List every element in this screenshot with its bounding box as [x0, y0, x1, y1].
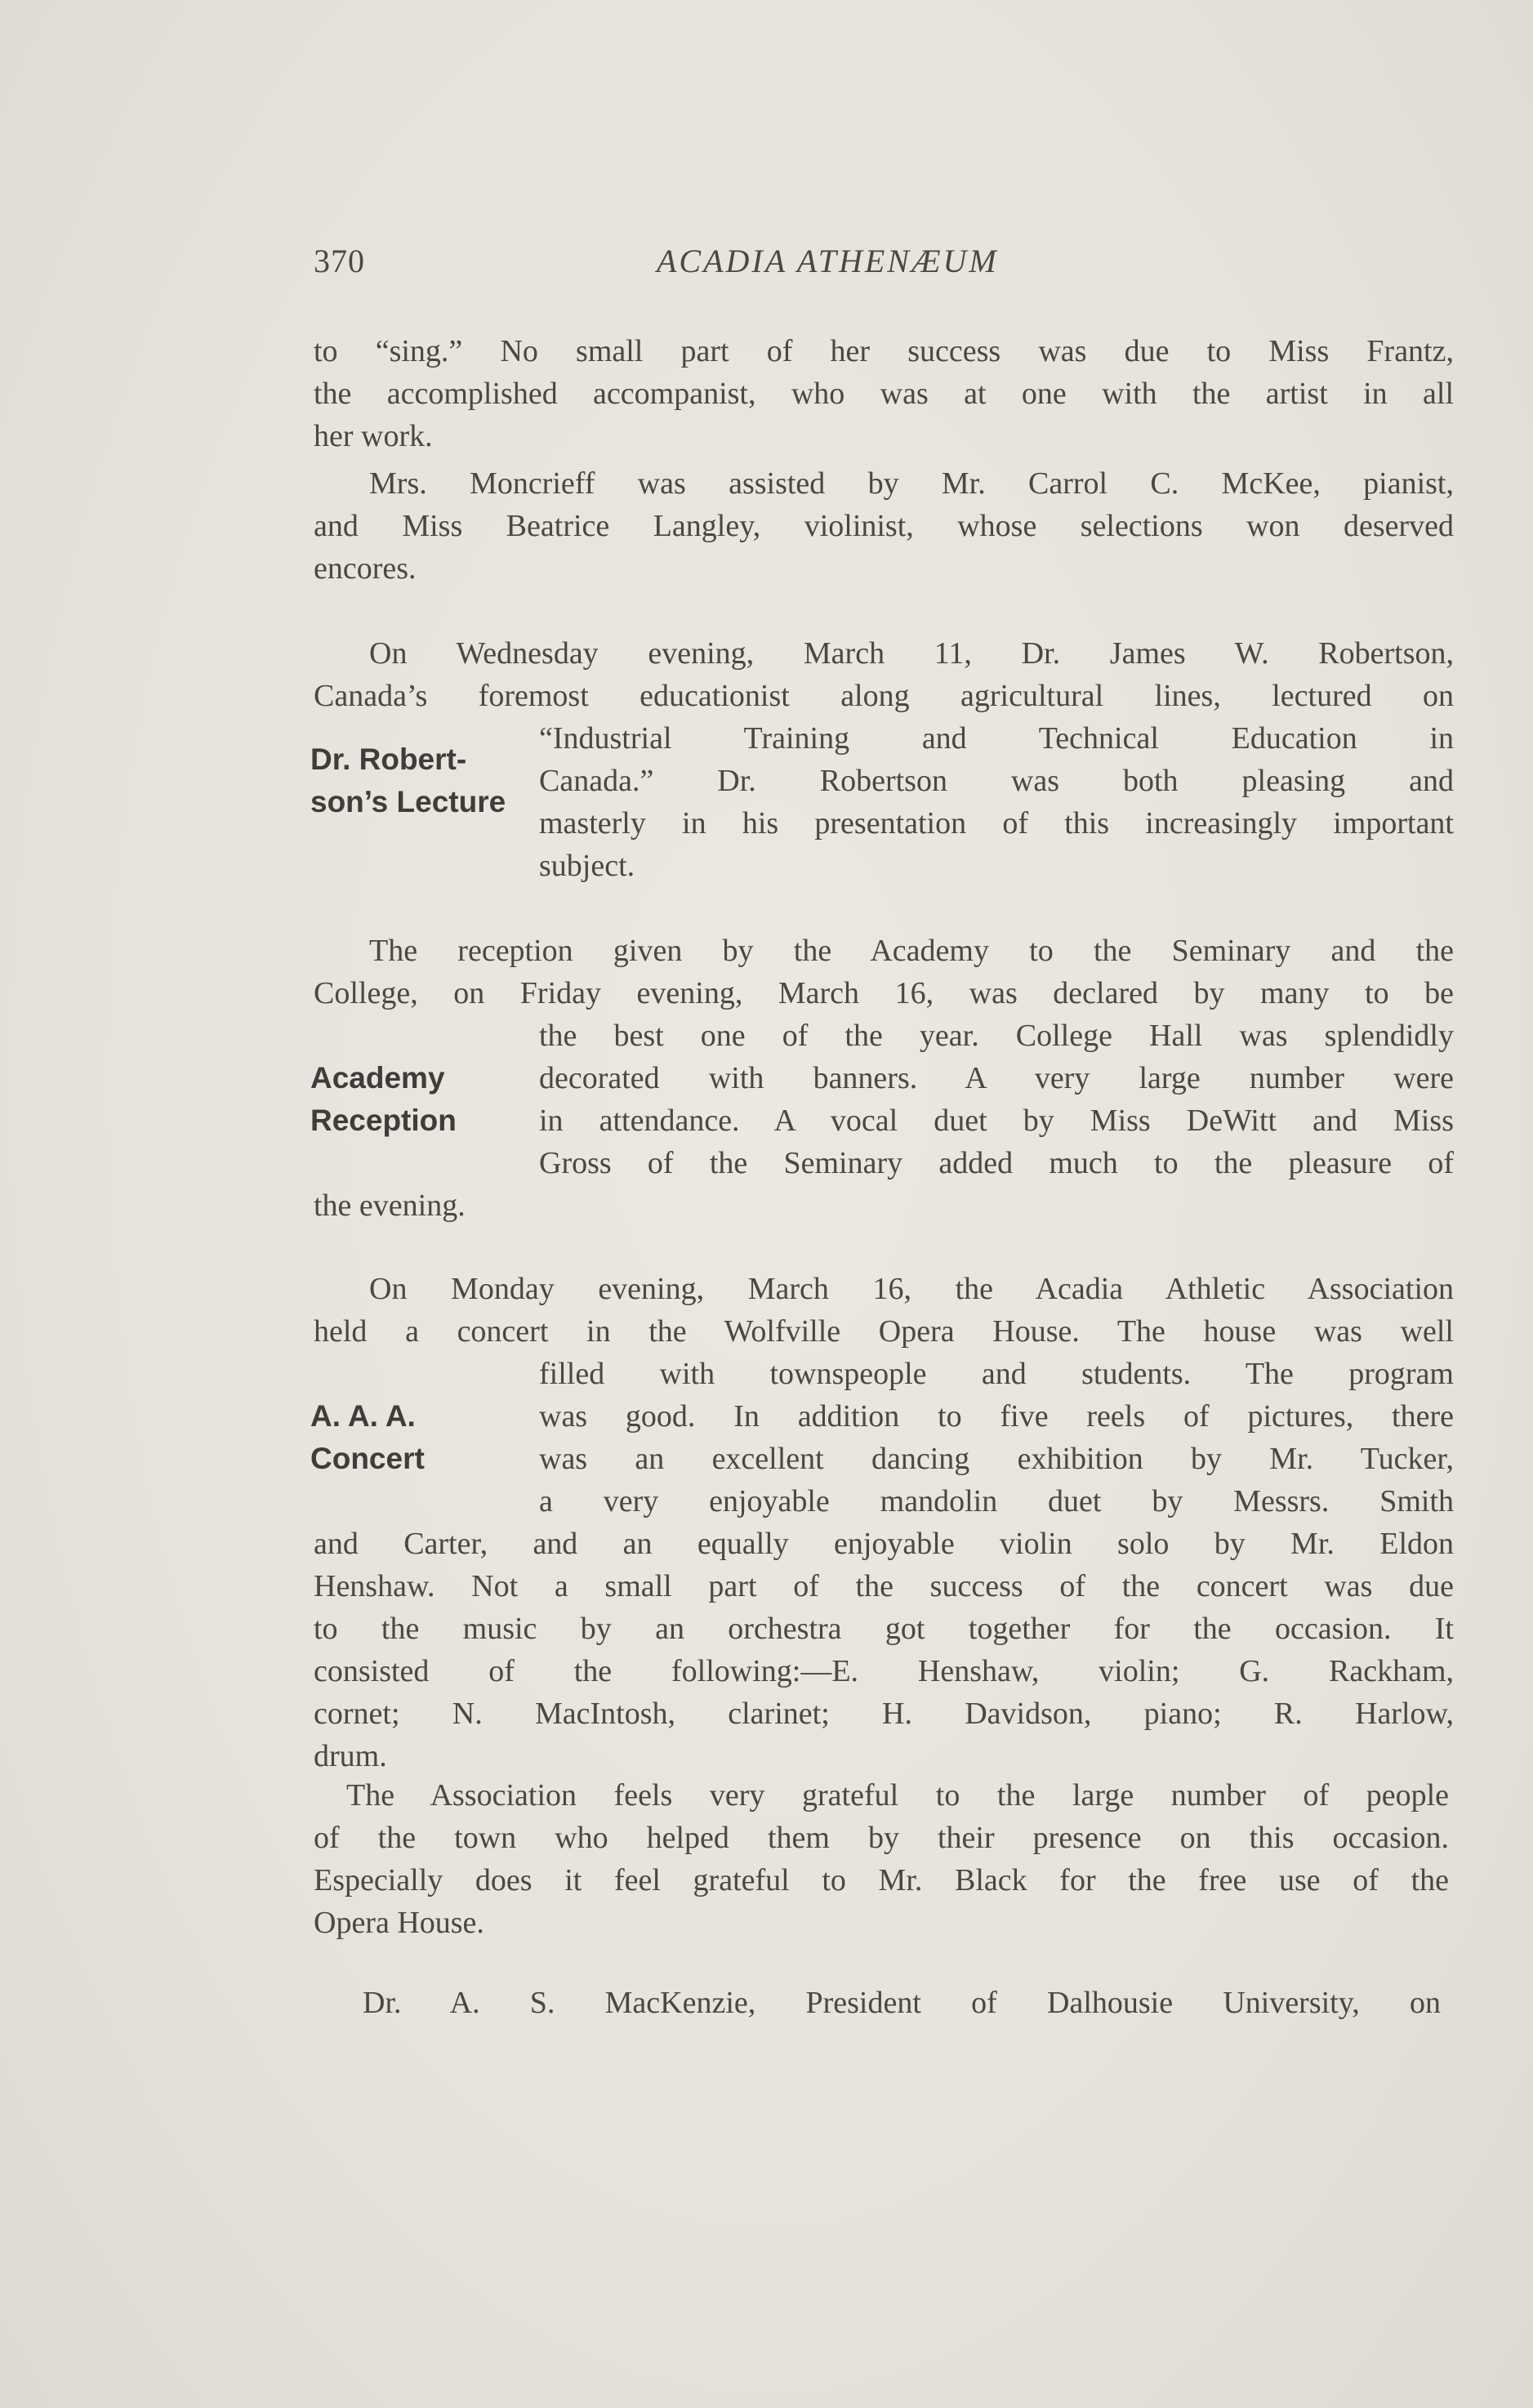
- sidehead-academy-line2: Reception: [310, 1104, 457, 1137]
- text-line: Opera House.: [314, 1906, 484, 1940]
- text-line: and Miss Beatrice Langley, violinist, whose selections won deserved: [314, 509, 1454, 543]
- text-line: decorated with banners. A very large number were: [539, 1061, 1454, 1095]
- text-line: drum.: [314, 1739, 387, 1773]
- text-line: her work.: [314, 419, 433, 453]
- text-line: On Wednesday evening, March 11, Dr. James W. Robertson,: [369, 636, 1454, 671]
- text-line: filled with townspeople and students. The program: [539, 1357, 1454, 1391]
- text-line: subject.: [539, 849, 635, 883]
- text-line: consisted of the following:—E. Henshaw, violin; G. Rackham,: [314, 1654, 1454, 1688]
- text-line: Gross of the Seminary added much to the pleasure of: [539, 1146, 1454, 1180]
- text-line: was good. In addition to five reels of pictures, there: [539, 1399, 1454, 1434]
- page-number: 370: [314, 243, 365, 279]
- text-line: On Monday evening, March 16, the Acadia Athletic Association: [369, 1272, 1454, 1306]
- text-line: to “sing.” No small part of her success was due to Miss Frantz,: [314, 334, 1454, 368]
- text-line: a very enjoyable mandolin duet by Messrs. Smith: [539, 1484, 1454, 1518]
- text-line: Dr. A. S. MacKenzie, President of Dalhousie University, on: [363, 1986, 1441, 2020]
- text-line: the best one of the year. College Hall was splendidly: [539, 1019, 1454, 1053]
- sidehead-robertson-line1: Dr. Robert-: [310, 742, 467, 776]
- sidehead-robertson-line2: son’s Lecture: [310, 785, 506, 818]
- running-title: ACADIA ATHENÆUM: [657, 243, 999, 279]
- text-line: was an excellent dancing exhibition by Mr. Tucker,: [539, 1442, 1454, 1476]
- text-line: The Association feels very grateful to the large number of people: [346, 1778, 1449, 1813]
- sidehead-aaa-line2: Concert: [310, 1442, 425, 1475]
- text-line: Especially does it feel grateful to Mr. Black for the free use of the: [314, 1863, 1449, 1897]
- text-line: held a concert in the Wolfville Opera House. The house was well: [314, 1314, 1454, 1349]
- page-header: [314, 242, 1454, 291]
- text-line: the evening.: [314, 1188, 466, 1223]
- sidehead-aaa-line1: A. A. A.: [310, 1399, 416, 1433]
- text-line: Canada’s foremost educationist along agricultural lines, lectured on: [314, 679, 1454, 713]
- text-line: masterly in his presentation of this increasingly important: [539, 806, 1454, 841]
- text-line: in attendance. A vocal duet by Miss DeWitt and Miss: [539, 1104, 1454, 1138]
- text-line: “Industrial Training and Technical Education in: [539, 721, 1454, 756]
- text-line: encores.: [314, 551, 417, 586]
- text-line: cornet; N. MacIntosh, clarinet; H. Davidson, piano; R. Harlow,: [314, 1697, 1454, 1731]
- text-line: the accomplished accompanist, who was at one with the artist in all: [314, 377, 1454, 411]
- text-line: of the town who helped them by their presence on this occasion.: [314, 1821, 1449, 1855]
- text-line: and Carter, and an equally enjoyable violin solo by Mr. Eldon: [314, 1527, 1454, 1561]
- text-line: Henshaw. Not a small part of the success of the concert was due: [314, 1569, 1454, 1603]
- text-line: to the music by an orchestra got together for the occasion. It: [314, 1612, 1454, 1646]
- text-line: College, on Friday evening, March 16, was declared by many to be: [314, 976, 1454, 1010]
- text-line: Mrs. Moncrieff was assisted by Mr. Carrol C. McKee, pianist,: [369, 466, 1454, 501]
- text-line: The reception given by the Academy to the Seminary and the: [369, 934, 1454, 968]
- sidehead-academy-line1: Academy: [310, 1061, 445, 1095]
- text-line: Canada.” Dr. Robertson was both pleasing and: [539, 764, 1454, 798]
